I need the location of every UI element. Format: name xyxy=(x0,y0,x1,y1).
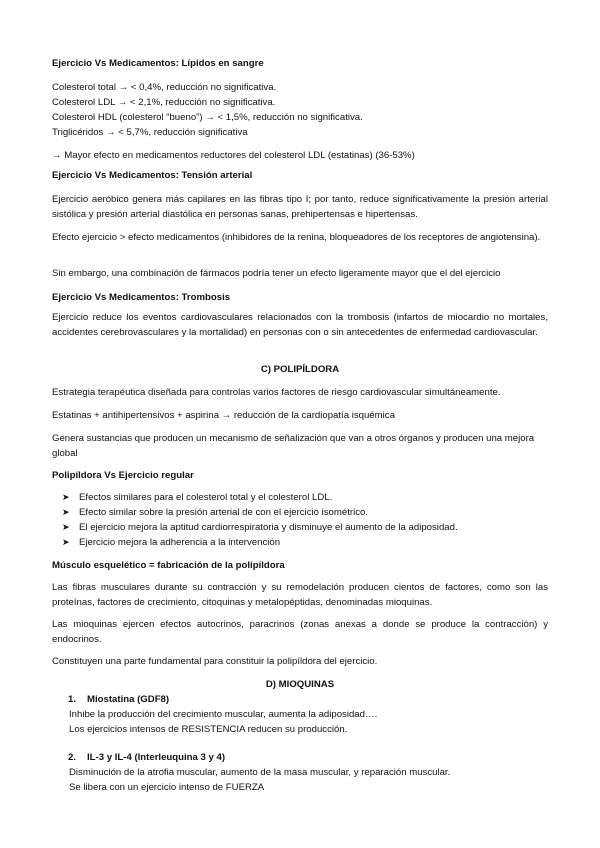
mioquina-item-line: Inhibe la producción del crecimiento muscular, aumenta la adiposidad…. xyxy=(69,709,378,720)
mioquina-item-line: Disminución de la atrofia muscular, aumento de la masa muscular, y reparación muscular. xyxy=(69,767,451,778)
musculo-paragraph-3: Constituyen una parte fundamental para constituir la polipíldora del ejercicio. xyxy=(52,656,378,667)
arrowhead-bullet-icon: ➤ xyxy=(62,522,70,532)
list-item: ➤ Ejercicio mejora la adherencia a la intervención xyxy=(62,537,281,548)
heading-polipildora: C) POLIPÍLDORA xyxy=(260,364,340,375)
polipildora-paragraph-2: Estatinas + antihipertensivos + aspirina → reducción de la cardiopatía isquémica xyxy=(52,410,395,421)
lipid-line-ldl: Colesterol LDL → < 2,1%, reducción no significativa. xyxy=(52,97,276,108)
arrowhead-bullet-icon: ➤ xyxy=(62,537,70,547)
trombosis-paragraph: Ejercicio reduce los eventos cardiovasculares relacionados con la trombosis (infartos de miocardio no mortales, accidentes cerebrovasculares y la mortalidad) en personas con o sin antecedentes de enfermedad cardiovascular. xyxy=(52,312,548,338)
section-title-trombosis: Ejercicio Vs Medicamentos: Trombosis xyxy=(52,292,231,303)
list-item: ➤ Efectos similares para el colesterol total y el colesterol LDL. xyxy=(62,492,333,503)
mioquina-item-title: 1. Miostatina (GDF8) xyxy=(68,694,170,705)
lipid-conclusion: → Mayor efecto en medicamentos reductores del colesterol LDL (estatinas) (36-53%) xyxy=(52,150,415,161)
mioquina-item-line: Los ejercicios intensos de RESISTENCIA reducen su producción. xyxy=(69,724,348,735)
lipid-line-total: Colesterol total → < 0,4%, reducción no significativa. xyxy=(52,82,277,93)
lipid-line-hdl: Colesterol HDL (colesterol “bueno”) → < 1,5%, reducción no significativa. xyxy=(52,112,363,123)
tension-paragraph-3: Sin embargo, una combinación de fármacos podría tener un efecto ligeramente mayor que el del ejercicio xyxy=(52,268,501,279)
arrowhead-bullet-icon: ➤ xyxy=(62,492,70,502)
lipid-line-trig: Triglicéridos → < 5,7%, reducción significativa xyxy=(52,127,248,138)
section-title-lipidos: Ejercicio Vs Medicamentos: Lípidos en sangre xyxy=(52,58,264,69)
musculo-paragraph-1: Las fibras musculares durante su contracción y su remodelación producen cientos de factores, como son las proteínas, factores de crecimiento, citoquinas y metalopéptidas, denominadas mioquinas. xyxy=(52,582,548,608)
musculo-paragraph-2: Las mioquinas ejercen efectos autocrinos, paracrinos (zonas anexas a donde se produce la contracción) y endocrinos. xyxy=(52,619,548,645)
mioquina-item-line: Se libera con un ejercicio intenso de FUERZA xyxy=(69,782,265,793)
tension-paragraph-1: Ejercicio aeróbico genera más capilares en las fibras tipo I; por tanto, reduce significativamente la presión arterial sistólica y presión arterial diastólica en personas sanas, prehipertensas e hipertensas. xyxy=(52,194,548,220)
mioquina-item-title: 2. IL-3 y IL-4 (Interleuquina 3 y 4) xyxy=(68,752,226,763)
list-item: ➤ Efecto similar sobre la presión arterial de con el ejercicio isométrico. xyxy=(62,507,368,518)
heading-mioquinas: D) MIOQUINAS xyxy=(265,679,335,690)
section-title-polipildora-vs-ejercicio: Polipíldora Vs Ejercicio regular xyxy=(52,470,194,481)
tension-paragraph-2: Efecto ejercicio > efecto medicamentos (inhibidores de la renina, bloqueadores de los receptores de angiotensina). xyxy=(52,232,541,243)
arrowhead-bullet-icon: ➤ xyxy=(62,507,70,517)
section-title-musculo: Músculo esquelético = fabricación de la polipíldora xyxy=(52,560,285,571)
polipildora-paragraph-1: Estrategia terapéutica diseñada para controlas varios factores de riesgo cardiovascular simultáneamente. xyxy=(52,387,501,398)
polipildora-paragraph-3: Genera sustancias que producen un mecanismo de señalización que van a otros órganos y producen una mejora global xyxy=(52,433,535,459)
list-item: ➤ El ejercicio mejora la aptitud cardiorrespiratoria y disminuye el aumento de la adiposidad. xyxy=(62,522,458,533)
section-title-tension: Ejercicio Vs Medicamentos: Tensión arterial xyxy=(52,170,253,181)
